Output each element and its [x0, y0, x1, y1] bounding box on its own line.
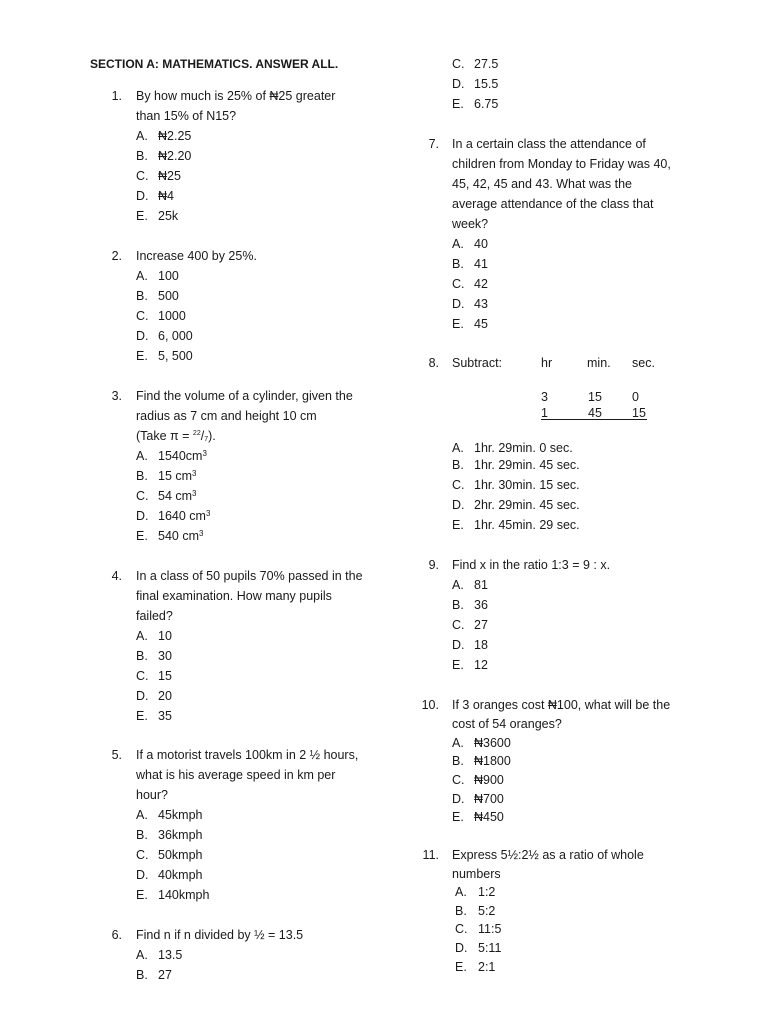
option-letter: D. [452, 638, 465, 652]
option-letter: E. [136, 529, 148, 543]
option-letter: B. [455, 904, 467, 918]
table-cell: 3 [541, 390, 548, 404]
question-number: 7. [428, 137, 439, 151]
option-letter: A. [136, 808, 148, 822]
question-text: Subtract: [452, 356, 503, 370]
option-text: 45kmph [158, 808, 203, 822]
option-text: 1000 [158, 309, 186, 323]
table-cell: 15 [588, 390, 602, 404]
option-value: 1540cm [158, 449, 203, 463]
question-text: cost of 54 oranges? [452, 717, 562, 731]
option-text: 5:2 [478, 904, 496, 918]
option-letter: B. [136, 289, 148, 303]
option-text: ₦2.25 [158, 129, 192, 143]
option-text: 15.5 [474, 77, 499, 91]
unit-exponent: 3 [192, 489, 197, 498]
option-letter: A. [136, 449, 148, 463]
option-letter: E. [452, 810, 464, 824]
table-cell: 45 [588, 406, 602, 420]
option-text: 5:11 [478, 941, 502, 955]
option-letter: A. [452, 237, 464, 251]
option-text: 6, 000 [158, 329, 193, 343]
option-text [158, 468, 197, 484]
pi-numerator: 22 [192, 430, 201, 437]
question-number: 4. [111, 569, 122, 583]
option-text: 1:2 [478, 885, 496, 899]
option-letter: C. [136, 309, 149, 323]
option-text: 1hr. 29min. 0 sec. [474, 441, 573, 455]
option-text: 45 [474, 317, 488, 331]
option-letter: E. [136, 888, 148, 902]
option-text: 5, 500 [158, 349, 193, 363]
option-text: 15 [158, 669, 172, 683]
option-text: 42 [474, 277, 488, 291]
option-letter: A. [452, 441, 464, 455]
option-letter: C. [452, 277, 465, 291]
option-value: 15 cm [158, 469, 193, 483]
option-letter: A. [136, 129, 148, 143]
table-header-sec: sec. [632, 356, 655, 370]
option-letter: A. [452, 736, 464, 750]
option-value: 54 cm [158, 489, 193, 503]
unit-exponent: 3 [199, 529, 204, 538]
option-letter: D. [452, 792, 465, 806]
option-text: 35 [158, 709, 172, 723]
question-text: Find the volume of a cylinder, given the [136, 389, 353, 403]
unit-exponent: 3 [192, 469, 197, 478]
question-number: 11. [422, 848, 439, 862]
option-letter: C. [455, 922, 468, 936]
table-cell: 0 [632, 390, 639, 404]
option-letter: A. [452, 578, 464, 592]
option-letter: C. [452, 478, 465, 492]
question-number: 1. [111, 89, 122, 103]
option-letter: B. [136, 968, 148, 982]
option-text: 36kmph [158, 828, 203, 842]
option-text: ₦4 [158, 189, 174, 203]
question-text: Express 5½:2½ as a ratio of whole [452, 848, 644, 862]
option-text [158, 448, 207, 464]
question-text: By how much is 25% of ₦25 greater [136, 89, 336, 103]
subtraction-underline [541, 405, 647, 420]
question-text: than 15% of N15? [136, 109, 237, 123]
option-text: ₦900 [474, 773, 504, 787]
question-number: 2. [111, 249, 122, 263]
option-letter: D. [452, 297, 465, 311]
question-number: 9. [428, 558, 439, 572]
question-text: radius as 7 cm and height 10 cm [136, 409, 317, 423]
option-letter: D. [136, 189, 149, 203]
pi-denominator: 7 [204, 436, 209, 443]
question-text: Increase 400 by 25%. [136, 249, 257, 263]
question-number: 3. [111, 389, 122, 403]
question-text: If 3 oranges cost ₦100, what will be the [452, 698, 671, 712]
question-text: 45, 42, 45 and 43. What was the [452, 177, 632, 191]
option-text: ₦700 [474, 792, 504, 806]
question-text: hour? [136, 788, 168, 802]
question-number: 6. [111, 928, 122, 942]
option-text: 100 [158, 269, 179, 283]
option-letter: E. [455, 960, 467, 974]
option-text: 20 [158, 689, 172, 703]
option-letter: B. [452, 754, 464, 768]
option-letter: C. [136, 489, 149, 503]
option-value: 1640 cm [158, 509, 206, 523]
question-number: 10. [421, 698, 439, 712]
option-text: 13.5 [158, 948, 183, 962]
option-text: 40kmph [158, 868, 203, 882]
option-text: 2hr. 29min. 45 sec. [474, 498, 580, 512]
option-letter: E. [452, 518, 464, 532]
option-letter: B. [136, 649, 148, 663]
question-number: 5. [111, 748, 122, 762]
option-letter: D. [136, 868, 149, 882]
option-letter: E. [452, 658, 464, 672]
option-letter: A. [455, 885, 467, 899]
pi-slash: / [200, 429, 205, 443]
option-letter: E. [136, 709, 148, 723]
pi-prefix: (Take π = [136, 429, 193, 443]
option-letter: B. [452, 598, 464, 612]
option-text [158, 528, 203, 544]
option-letter: D. [136, 329, 149, 343]
table-cell: 1 [541, 406, 548, 420]
question-text: Find n if n divided by ½ = 13.5 [136, 928, 304, 942]
option-text: ₦25 [158, 169, 181, 183]
option-text: ₦450 [474, 810, 504, 824]
table-header-hr: hr [541, 356, 553, 370]
option-letter: C. [452, 773, 465, 787]
pi-note [136, 428, 216, 444]
question-text: children from Monday to Friday was 40, [452, 157, 671, 171]
question-text: Find x in the ratio 1:3 = 9 : x. [452, 558, 611, 572]
option-letter: B. [136, 469, 148, 483]
unit-exponent: 3 [202, 449, 207, 458]
table-header-min: min. [587, 356, 611, 370]
option-text: 27 [474, 618, 488, 632]
option-letter: E. [136, 209, 148, 223]
option-text: 41 [474, 257, 488, 271]
question-text: numbers [452, 867, 501, 881]
option-text: ₦2.20 [158, 149, 192, 163]
question-text: average attendance of the class that [452, 197, 654, 211]
option-letter: A. [136, 269, 148, 283]
option-letter: D. [452, 77, 465, 91]
option-letter: C. [452, 618, 465, 632]
option-text: 6.75 [474, 97, 499, 111]
option-text: 12 [474, 658, 488, 672]
option-text: 30 [158, 649, 172, 663]
question-text: failed? [136, 609, 173, 623]
option-letter: B. [452, 458, 464, 472]
option-text: 40 [474, 237, 488, 251]
option-text: 1hr. 30min. 15 sec. [474, 478, 580, 492]
option-letter: D. [136, 509, 149, 523]
option-text: 50kmph [158, 848, 203, 862]
option-letter: D. [452, 498, 465, 512]
option-text [158, 488, 197, 504]
question-text: what is his average speed in km per [136, 768, 336, 782]
question-text: In a certain class the attendance of [452, 137, 646, 151]
option-letter: B. [452, 257, 464, 271]
option-letter: E. [452, 317, 464, 331]
question-number: 8. [428, 356, 439, 370]
option-text: 27 [158, 968, 172, 982]
option-text: 1hr. 29min. 45 sec. [474, 458, 580, 472]
option-letter: C. [136, 169, 149, 183]
option-text: 27.5 [474, 57, 499, 71]
option-value: 540 cm [158, 529, 199, 543]
option-letter: D. [455, 941, 468, 955]
option-text [158, 508, 210, 524]
option-letter: E. [452, 97, 464, 111]
pi-suffix: ). [208, 429, 216, 443]
option-letter: C. [136, 669, 149, 683]
section-title: SECTION A: MATHEMATICS. ANSWER ALL. [90, 57, 339, 71]
option-text: 11:5 [478, 922, 502, 936]
question-text: In a class of 50 pupils 70% passed in the [136, 569, 363, 583]
option-text: 2:1 [478, 960, 496, 974]
option-text: 140kmph [158, 888, 210, 902]
option-text: 81 [474, 578, 488, 592]
option-text: 25k [158, 209, 179, 223]
unit-exponent: 3 [205, 509, 211, 518]
option-letter: C. [136, 848, 149, 862]
option-letter: D. [136, 689, 149, 703]
option-letter: C. [452, 57, 465, 71]
option-text: 36 [474, 598, 488, 612]
question-text: If a motorist travels 100km in 2 ½ hours, [136, 748, 359, 762]
option-letter: B. [136, 828, 148, 842]
option-text: 18 [474, 638, 488, 652]
option-text: ₦3600 [474, 736, 511, 750]
table-cell: 15 [632, 406, 646, 420]
option-text: 1hr. 45min. 29 sec. [474, 518, 580, 532]
option-letter: B. [136, 149, 148, 163]
option-letter: A. [136, 629, 148, 643]
option-text: 500 [158, 289, 179, 303]
question-text: final examination. How many pupils [136, 589, 332, 603]
option-text: 10 [158, 629, 172, 643]
option-text: 43 [474, 297, 488, 311]
option-letter: E. [136, 349, 148, 363]
option-text: ₦1800 [474, 754, 511, 768]
option-letter: A. [136, 948, 148, 962]
question-text: week? [452, 217, 489, 231]
